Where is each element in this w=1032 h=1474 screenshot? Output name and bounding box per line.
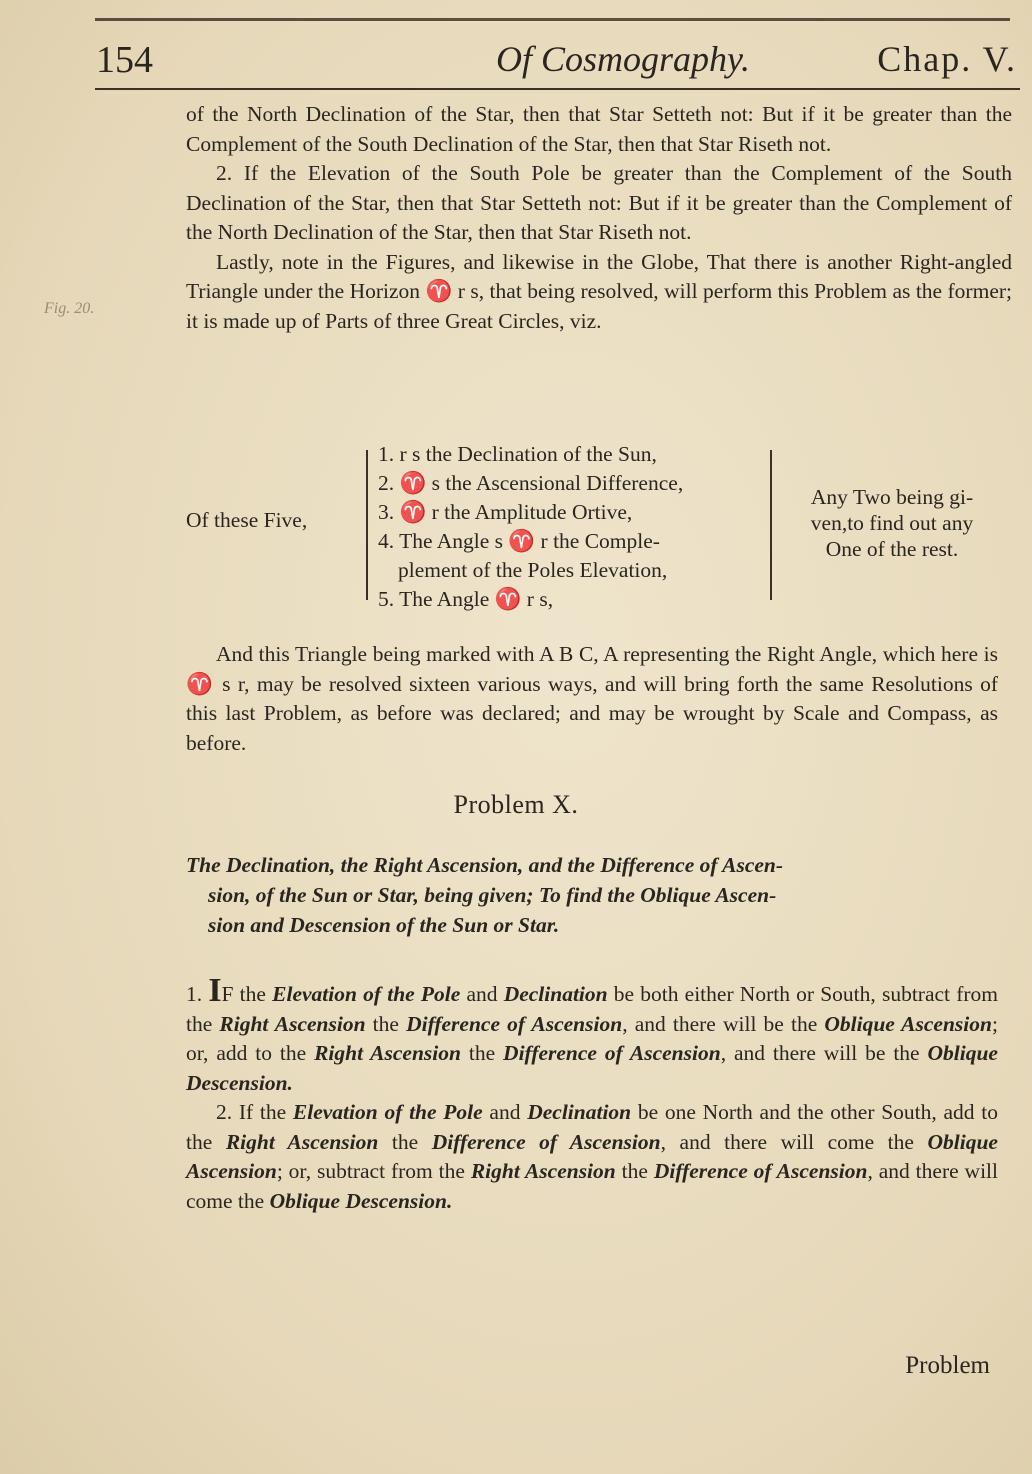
chapter-label: Chap. V. xyxy=(877,39,1017,79)
drop-cap: I xyxy=(208,972,222,1009)
body-text-bottom xyxy=(186,972,999,1216)
text-run: and xyxy=(460,982,504,1006)
italic-term: Right Ascension xyxy=(470,1159,616,1183)
header-rule xyxy=(95,88,1020,90)
problem-statement xyxy=(186,850,1002,940)
bracket-right-line: One of the rest. xyxy=(825,537,959,561)
statement-line: sion, of the Sun or Star, being given; To find the Oblique Ascen- xyxy=(208,883,777,907)
page-header xyxy=(96,38,1021,88)
page-number: 154 xyxy=(96,39,153,81)
rule-paragraph-2 xyxy=(186,1098,998,1216)
bracket-left-label: Of these Five, xyxy=(186,508,308,532)
text-run: the xyxy=(615,1159,654,1183)
top-rule xyxy=(95,18,1010,21)
bracket-item: 4. The Angle s ♈ r the Comple- xyxy=(378,529,660,553)
italic-term: Difference of Ascension xyxy=(431,1129,661,1154)
text-run: the xyxy=(378,1129,432,1154)
paragraph: 2. If the Elevation of the South Pole be greater than the Complement of the South Declination of the Star, then that Star Setteth not: But if it be greater than the Complement of the North Declination of the Star, then that Star Riseth not. xyxy=(186,161,1012,244)
rule-paragraph-1 xyxy=(186,972,998,1098)
text-run: the xyxy=(365,1011,407,1036)
text-run: ; or, subtract from the xyxy=(276,1159,471,1183)
text-run: , and there will be the xyxy=(720,1041,928,1065)
body-text-middle xyxy=(186,640,998,758)
text-run: and xyxy=(482,1100,528,1124)
paragraph: Lastly, note in the Figures, and likewise in the Globe, That there is another Right-angled Triangle under the Horizon ♈ r s, that being resolved, will perform this Problem as the former; it is made up of Parts of three Great Circles, viz. xyxy=(186,249,1012,333)
problem-heading: Problem X. xyxy=(453,790,579,819)
italic-term: Elevation of the Pole xyxy=(292,1100,483,1124)
bracket-item: 2. ♈ s the Ascensional Difference, xyxy=(378,471,684,495)
text-run: , and there will come the xyxy=(660,1129,928,1154)
bracket-item: 1. r s the Declination of the Sun, xyxy=(378,442,657,466)
left-brace xyxy=(366,450,376,600)
italic-term: Oblique Descension. xyxy=(186,1041,998,1095)
italic-term: Difference of Ascension xyxy=(503,1041,721,1065)
bracket-items xyxy=(378,440,768,614)
bracket-item: 5. The Angle ♈ r s, xyxy=(378,587,554,611)
statement-line: sion and Descension of the Sun or Star. xyxy=(208,913,560,937)
bracket-item: plement of the Poles Elevation, xyxy=(398,558,668,582)
italic-term: Oblique Ascension xyxy=(186,1129,998,1183)
italic-term: Declination xyxy=(527,1100,632,1124)
bracket-item: 3. ♈ r the Amplitude Ortive, xyxy=(378,500,633,524)
italic-term: Oblique Ascension xyxy=(824,1011,992,1036)
text-run: F the xyxy=(221,982,273,1006)
text-run: 2. If the xyxy=(216,1100,293,1124)
statement-line: The Declination, the Right Ascension, and the Difference of Ascen- xyxy=(186,853,784,877)
text-run: ; or, add to the xyxy=(186,1011,998,1065)
italic-term: Difference of Ascension xyxy=(653,1159,868,1183)
bracket-right-label xyxy=(782,484,1002,562)
text-run: , and there will come the xyxy=(186,1159,999,1213)
running-title: Of Cosmography. xyxy=(496,39,751,79)
body-text-top xyxy=(186,100,1012,336)
right-brace xyxy=(764,450,772,600)
text-run: be both either North or South, subtract from the xyxy=(186,982,998,1036)
bracket-right-line: Any Two being gi- xyxy=(810,485,974,509)
italic-term: Difference of Ascension xyxy=(406,1011,623,1036)
italic-term: Right Ascension xyxy=(314,1041,461,1065)
catchword: Problem xyxy=(905,1352,990,1379)
italic-term: Declination xyxy=(503,982,608,1006)
italic-term: Elevation of the Pole xyxy=(272,982,461,1006)
margin-note: Fig. 20. xyxy=(44,300,95,317)
text-run: the xyxy=(460,1041,504,1065)
paragraph: And this Triangle being marked with A B C, A representing the Right Angle, which here is ♈ s r, may be resolved sixteen various ways, and will bring forth the same Resolutions of this last Problem, as before was declared; and may be wrought by Scale and Compass, as before. xyxy=(186,642,998,755)
text-run: , and there will be the xyxy=(622,1011,825,1036)
text-run: be one North and the other South, add to the xyxy=(186,1100,998,1154)
italic-term: Right Ascension xyxy=(219,1011,366,1036)
bracket-table xyxy=(186,440,1012,620)
italic-term: Right Ascension xyxy=(225,1129,379,1154)
paragraph: of the North Declination of the Star, then that Star Setteth not: But if it be greater than the Complement of the South Declination of the Star, then that Star Riseth not. xyxy=(186,102,1012,156)
rule-number: 1. xyxy=(186,982,203,1006)
bracket-right-line: ven,to find out any xyxy=(810,511,974,535)
italic-term: Oblique Descension. xyxy=(269,1188,453,1213)
